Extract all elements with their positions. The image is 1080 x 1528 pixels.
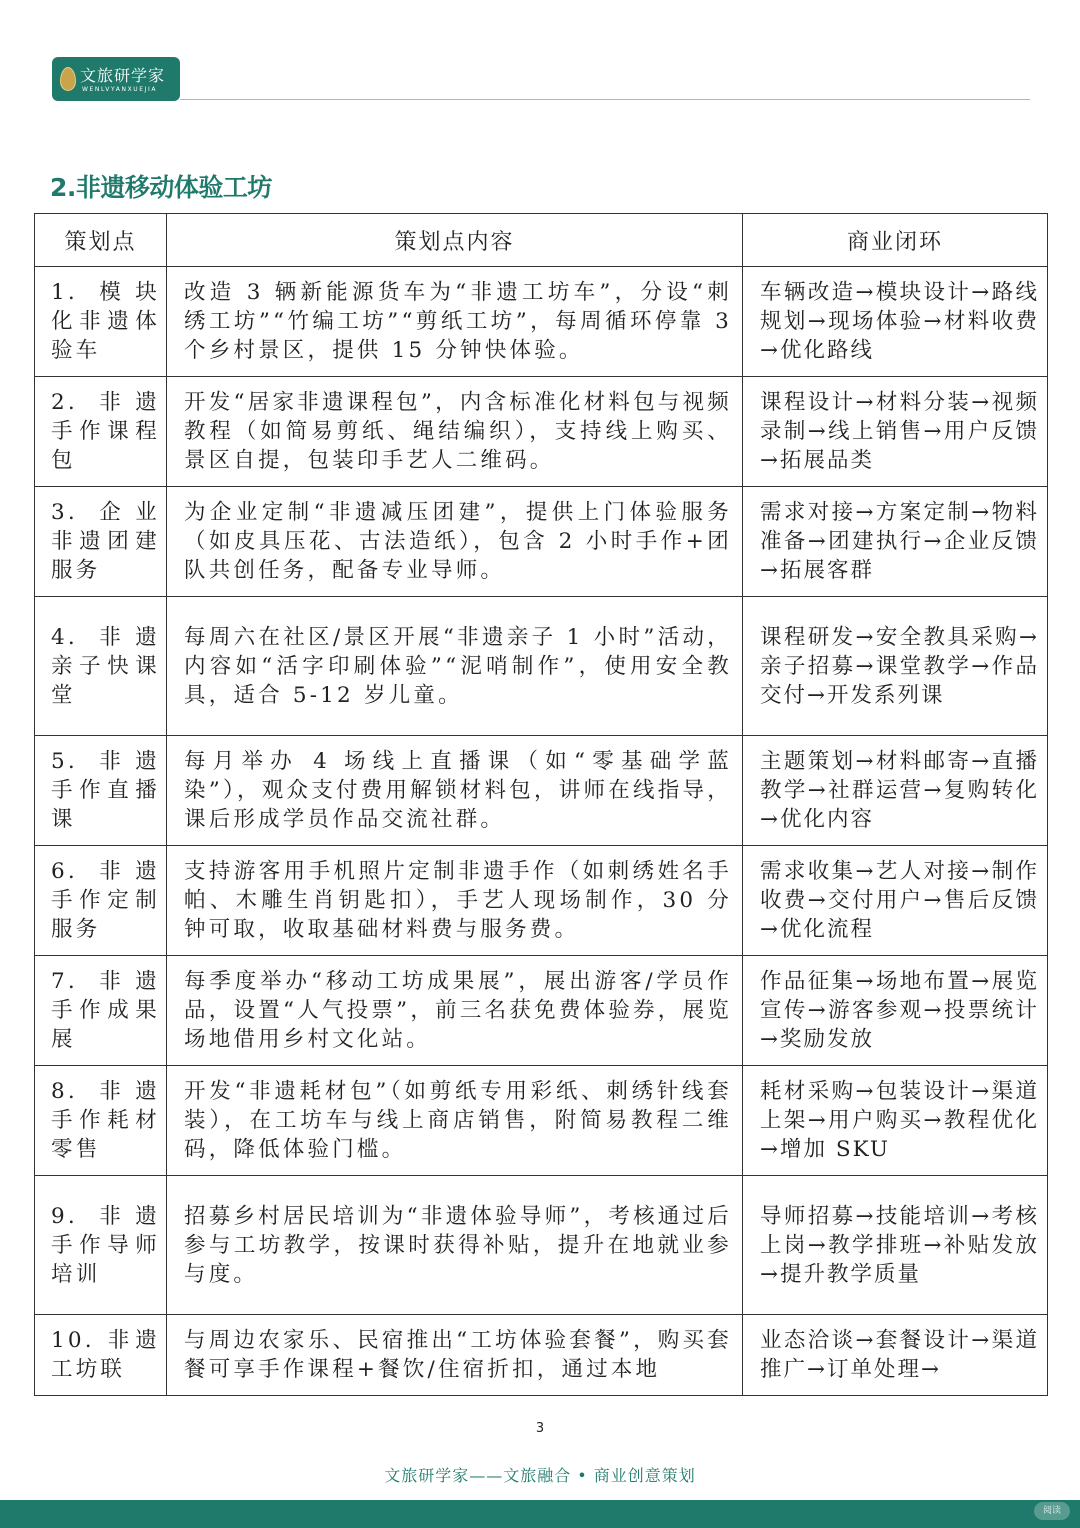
row-loop: 作品征集→场地布置→展览宣传→游客参观→投票统计→奖励发放 bbox=[743, 956, 1048, 1066]
leaf-icon bbox=[60, 67, 76, 91]
footer-slogan: 文旅研学家——文旅融合 • 商业创意策划 bbox=[384, 1466, 696, 1485]
row-content: 改造 3 辆新能源货车为“非遗工坊车”，分设“刺绣工坊”“竹编工坊”“剪纸工坊”，每周循环停靠 3 个乡村景区，提供 15 分钟快体验。 bbox=[167, 267, 743, 377]
row-content: 每季度举办“移动工坊成果展”，展出游客/学员作品，设置“人气投票”，前三名获免费体验券，展览场地借用乡村文化站。 bbox=[167, 956, 743, 1066]
row-loop: 导师招募→技能培训→考核上岗→教学排班→补贴发放→提升教学质量 bbox=[743, 1176, 1048, 1315]
table-row bbox=[35, 487, 1048, 597]
table-row bbox=[35, 267, 1048, 377]
row-point: 10. 非遗工坊联 bbox=[35, 1315, 167, 1396]
row-content: 每周六在社区/景区开展“非遗亲子 1 小时”活动，内容如“活字印刷体验”“泥哨制作”，使用安全教具，适合 5-12 岁儿童。 bbox=[167, 597, 743, 736]
row-content: 开发“非遗耗材包”（如剪纸专用彩纸、刺绣针线套装），在工坊车与线上商店销售，附简易教程二维码，降低体验门槛。 bbox=[167, 1066, 743, 1176]
row-loop: 课程设计→材料分装→视频录制→线上销售→用户反馈→拓展品类 bbox=[743, 377, 1048, 487]
row-loop: 业态洽谈→套餐设计→渠道推广→订单处理→ bbox=[743, 1315, 1048, 1396]
table-row bbox=[35, 377, 1048, 487]
row-point: 6. 非遗手作定制服务 bbox=[35, 846, 167, 956]
brand-name-en: WENLVYANXUEJIA bbox=[82, 86, 158, 93]
row-content: 为企业定制“非遗减压团建”，提供上门体验服务（如皮具压花、古法造纸），包含 2 小时手作+团队共创任务，配备专业导师。 bbox=[167, 487, 743, 597]
row-content: 招募乡村居民培训为“非遗体验导师”，考核通过后参与工坊教学，按课时获得补贴，提升在地就业参与度。 bbox=[167, 1176, 743, 1315]
table-row bbox=[35, 846, 1048, 956]
row-loop: 车辆改造→模块设计→路线规划→现场体验→材料收费→优化路线 bbox=[743, 267, 1048, 377]
plan-table bbox=[34, 213, 1048, 1396]
row-loop: 课程研发→安全教具采购→亲子招募→课堂教学→作品交付→开发系列课 bbox=[743, 597, 1048, 736]
header-content: 策划点内容 bbox=[167, 214, 743, 267]
read-badge: 阅读 bbox=[1034, 1502, 1070, 1520]
table-header-row bbox=[35, 214, 1048, 267]
row-point: 2. 非遗手作课程包 bbox=[35, 377, 167, 487]
row-content: 开发“居家非遗课程包”，内含标准化材料包与视频教程（如简易剪纸、绳结编织），支持线上购买、景区自提，包装印手艺人二维码。 bbox=[167, 377, 743, 487]
brand-name-cn: 文旅研学家 bbox=[80, 66, 166, 85]
header-divider bbox=[180, 99, 1030, 100]
table-row bbox=[35, 736, 1048, 846]
table-row bbox=[35, 1176, 1048, 1315]
page-number: 3 bbox=[535, 1421, 545, 1436]
table-row bbox=[35, 1066, 1048, 1176]
row-point: 3. 企业非遗团建服务 bbox=[35, 487, 167, 597]
row-loop: 需求收集→艺人对接→制作收费→交付用户→售后反馈→优化流程 bbox=[743, 846, 1048, 956]
brand-logo bbox=[52, 57, 180, 101]
row-loop: 耗材采购→包装设计→渠道上架→用户购买→教程优化→增加 SKU bbox=[743, 1066, 1048, 1176]
header-loop: 商业闭环 bbox=[743, 214, 1048, 267]
row-point: 1. 模块化非遗体验车 bbox=[35, 267, 167, 377]
table-row bbox=[35, 597, 1048, 736]
table-row bbox=[35, 956, 1048, 1066]
row-point: 9. 非遗手作导师培训 bbox=[35, 1176, 167, 1315]
section-title: 2.非遗移动体验工坊 bbox=[50, 173, 272, 202]
row-content: 与周边农家乐、民宿推出“工坊体验套餐”，购买套餐可享手作课程+餐饮/住宿折扣，通过本地 bbox=[167, 1315, 743, 1396]
footer-bar bbox=[0, 1500, 1080, 1528]
row-point: 4. 非遗亲子快课堂 bbox=[35, 597, 167, 736]
row-point: 5. 非遗手作直播课 bbox=[35, 736, 167, 846]
row-loop: 主题策划→材料邮寄→直播教学→社群运营→复购转化→优化内容 bbox=[743, 736, 1048, 846]
row-loop: 需求对接→方案定制→物料准备→团建执行→企业反馈→拓展客群 bbox=[743, 487, 1048, 597]
table-row bbox=[35, 1315, 1048, 1396]
header-point: 策划点 bbox=[35, 214, 167, 267]
row-point: 7. 非遗手作成果展 bbox=[35, 956, 167, 1066]
row-content: 每月举办 4 场线上直播课（如“零基础学蓝染”），观众支付费用解锁材料包，讲师在线指导，课后形成学员作品交流社群。 bbox=[167, 736, 743, 846]
row-point: 8. 非遗手作耗材零售 bbox=[35, 1066, 167, 1176]
row-content: 支持游客用手机照片定制非遗手作（如刺绣姓名手帕、木雕生肖钥匙扣），手艺人现场制作，30 分钟可取，收取基础材料费与服务费。 bbox=[167, 846, 743, 956]
